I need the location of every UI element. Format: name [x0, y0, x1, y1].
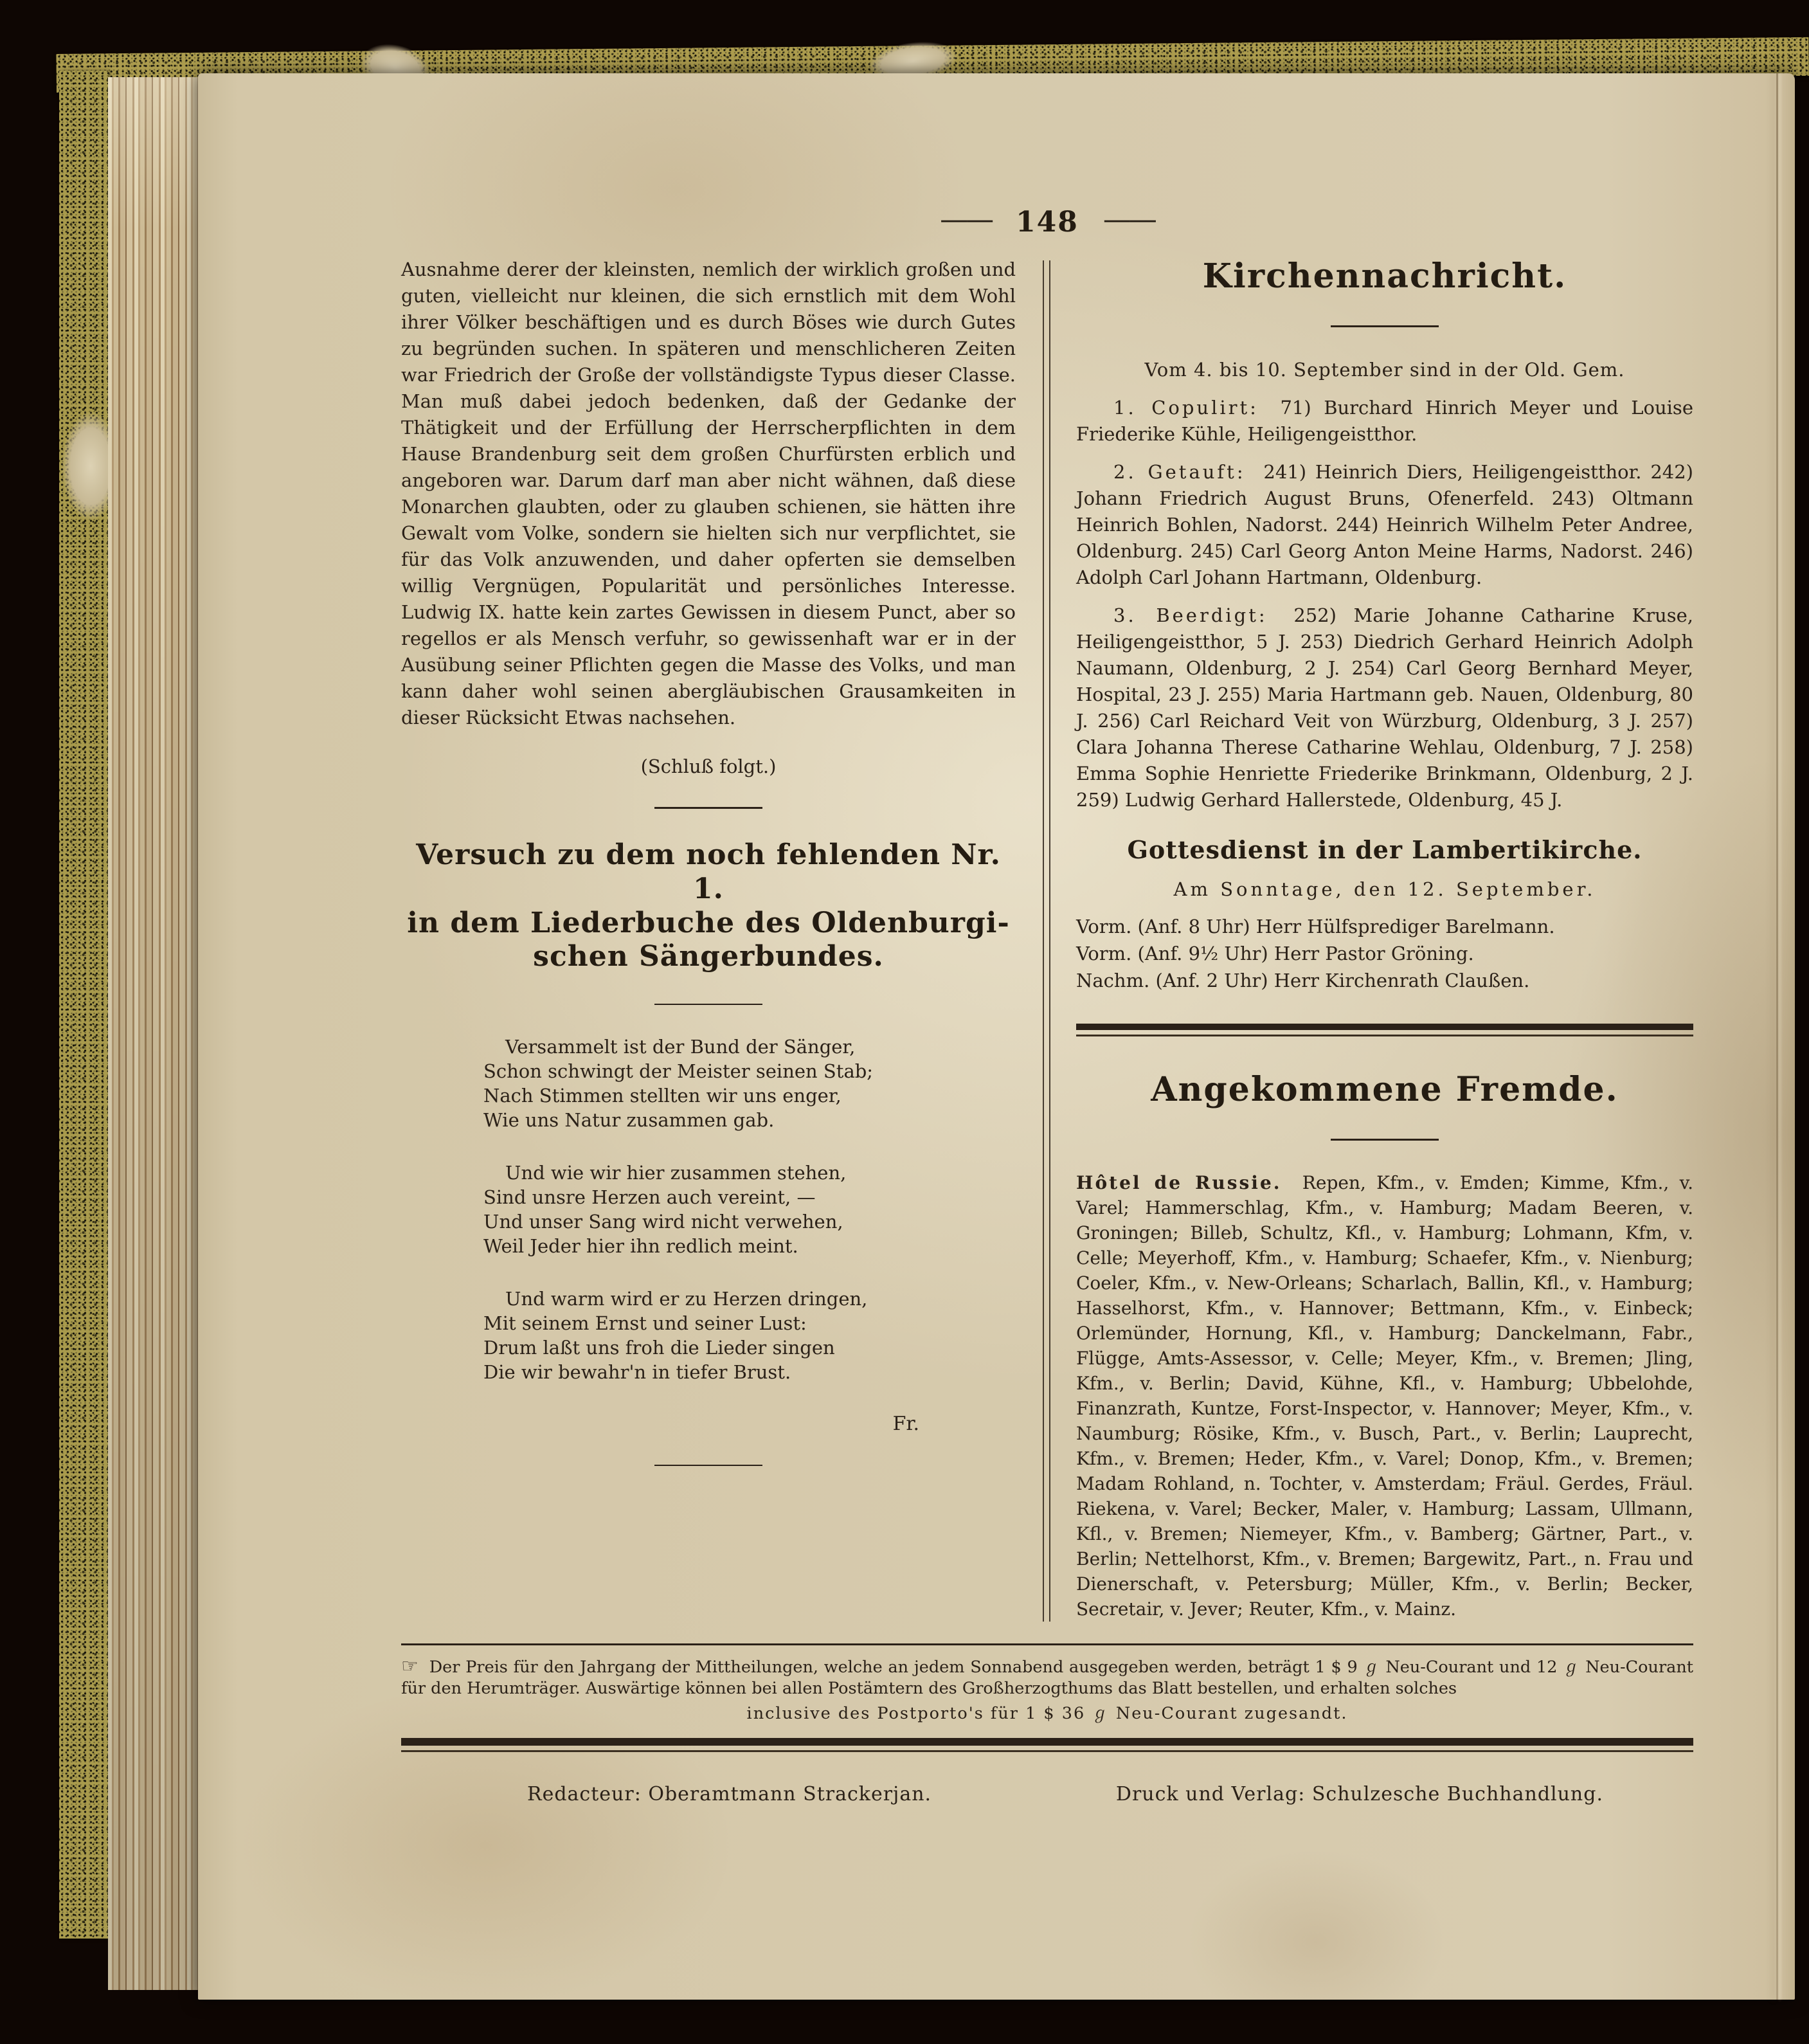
page-header: [401, 203, 1693, 239]
marbled-cover-edge-left: [59, 71, 108, 1939]
service-row: Vorm. (Anf. 9½ Uhr) Herr Pastor Gröning.: [1076, 943, 1474, 964]
redacteur-credit: Redacteur: Oberamtmann Strackerjan.: [527, 1783, 932, 1805]
poem-line: Weil Jeder hier ihn redlich meint.: [483, 1235, 798, 1258]
song-poem: [401, 1035, 1016, 1384]
section-divider-rule: [1331, 1139, 1439, 1141]
page-number: 148: [1016, 206, 1079, 239]
publisher-credit: Druck und Verlag: Schulzesche Buchhandlung.: [1115, 1783, 1603, 1805]
entry-text: 71) Burchard Hinrich Meyer und Louise Friederike Kühle, Heiligengeistthor.: [1076, 397, 1693, 445]
newspaper-page: [198, 73, 1795, 2000]
left-column: [401, 257, 1016, 1622]
poem-line: Nach Stimmen stellten wir uns enger,: [483, 1085, 842, 1107]
entry-label: 2. Getauft:: [1113, 461, 1246, 483]
arrivals-title: Angekommene Fremde.: [1151, 1070, 1619, 1109]
song-article-title: [401, 838, 1016, 974]
poem-line: Schon schwingt der Meister seinen Stab;: [483, 1060, 874, 1083]
poem-stanza-1: [483, 1035, 1016, 1132]
two-column-layout: [401, 257, 1693, 1622]
service-date-line: Am Sonntage, den 12. September.: [1173, 878, 1596, 900]
church-news-intro: Vom 4. bis 10. September sind in der Old. Gem.: [1144, 359, 1625, 381]
footer-thick-thin-rule: [401, 1738, 1693, 1752]
service-row: Nachm. (Anf. 2 Uhr) Herr Kirchenrath Claußen.: [1076, 970, 1530, 991]
service-schedule: [1076, 913, 1693, 994]
poem-line: Drum laßt uns froh die Lieder singen: [483, 1337, 835, 1359]
page-content: [198, 73, 1795, 1805]
song-title-line-2: in dem Liederbuche des Oldenburgi-: [407, 906, 1010, 939]
poem-line: Die wir bewahr'n in tiefer Brust.: [483, 1361, 791, 1384]
subscription-notice-text: Der Preis für den Jahrgang der Mittheilungen, welche an jedem Sonnabend ausgegeben werden, beträgt 1 $ 9 ℊ Neu-Courant und 12 ℊ Neu-Courant für den Herumträger. Auswärtige können bei allen Postämtern des Großherzogthums das Blatt bestellen, und erhalten solches: [401, 1658, 1694, 1698]
column-divider-rule: [1043, 260, 1050, 1622]
poem-line: Versammelt ist der Bund der Sänger,: [505, 1036, 856, 1058]
church-entry-beerdigt: [1076, 602, 1693, 813]
entry-text: 252) Marie Johanne Catharine Kruse, Heiligengeistthor, 5 J. 253) Diedrich Gerhard Heinrich Adolph Naumann, Oldenburg, 2 J. 254) Carl Georg Bernhard Meyer, Hospital, 23 J. 255) Maria Hartmann geb. Nauen, Oldenburg, 80 J. 256) Carl Reichard Veit von Würzburg, Oldenburg, 3 J. 257) Clara Johanna Therese Catharine Wehlau, Oldenburg, 7 J. 258) Emma Sophie Henriette Friederike Brinkmann, Oldenburg, 2 J. 259) Ludwig Gerhard Hallerstede, Oldenburg, 45 J.: [1076, 604, 1693, 811]
song-title-line-3: schen Sängerbundes.: [533, 940, 884, 973]
church-entry-copulirt: [1076, 395, 1693, 448]
service-title: Gottesdienst in der Lambertikirche.: [1127, 835, 1643, 864]
poem-line: Und warm wird er zu Herzen dringen,: [505, 1288, 868, 1310]
hotel-guests-text: Repen, Kfm., v. Emden; Kimme, Kfm., v. Varel; Hammerschlag, Kfm., v. Hamburg; Madam Beeren, v. Groningen; Billeb, Schultz, Kfl., v. Hamburg; Lohmann, Kfm, v. Celle; Meyerhoff, Kfm., v. Hamburg; Schaefer, Kfm., v. Nienburg; Coeler, Kfm., v. New-Orleans; Scharlach, Ballin, Kfl., v. Hamburg; Hasselhorst, Kfm., v. Hannover; Bettmann, Kfm., v. Einbeck; Orlemünder, Hornung, Kfl., v. Hamburg; Danckelmann, Fabr., Flügge, Amts-Assessor, v. Celle; Meyer, Kfm., v. Bremen; Jling, Kfm., v. Berlin; David, Kühne, Kfl., v. Hamburg; Ubbelohde, Finanzrath, Kuntze, Forst-Inspector, v. Hannover; Meyer, Kfm., v. Naumburg; Rösike, Kfm., v. Busch, Part., v. Berlin; Lauprecht, Kfm., v. Bremen; Heder, Kfm., v. Varel; Donop, Kfm., v. Bremen; Madam Rohland, n. Tochter, v. Amsterdam; Fräul. Gerdes, Fräul. Riekena, v. Varel; Becker, Maler, v. Hamburg; Lassam, Ullmann, Kfl., v. Bremen; Niemeyer, Kfm., v. Bamberg; Gärtner, Part., v. Berlin; Nettelhorst, Kfm., v. Bremen; Bargewitz, Part., n. Frau und Dienerschaft, v. Petersburg; Müller, Kfm., v. Berlin; Becker, Secretair, v. Jever; Reuter, Kfm., v. Mainz.: [1076, 1172, 1693, 1620]
poem-stanza-3: [483, 1287, 1016, 1384]
poem-line: Wie uns Natur zusammen gab.: [483, 1109, 775, 1132]
church-entry-getauft: [1076, 459, 1693, 591]
hotel-guest-list: [1076, 1170, 1693, 1622]
poem-line: Und unser Sang wird nicht verwehen,: [483, 1211, 843, 1233]
footer-top-rule: [401, 1643, 1693, 1645]
section-divider-rule: [654, 1004, 762, 1005]
entry-label: 1. Copulirt:: [1113, 397, 1259, 419]
article-continuation-text: Ausnahme derer der kleinsten, nemlich der wirklich großen und guten, vielleicht nur kleinen, die sich ernstlich mit dem Wohl ihrer Völker beschäftigen und es durch Böses wie durch Gutes zu begründen suchen. In späteren und menschlicheren Zeiten war Friedrich der Große der vollständigste Typus dieser Classe. Man muß dabei jedoch bedenken, daß der Gedanke der Thätigkeit und der Erfüllung der Herrscherpflichten in dem Hause Brandenburg seit dem großen Churfürsten erblich und angeboren war. Darum darf man aber nicht wähnen, daß diese Monarchen glaubten, oder zu glauben schienen, sie hätten ihre Gewalt vom Volke, sondern sie hielten sich nur verpflichtet, sie für das Volk anzuwenden, und daher opferten sie demselben willig Vergnügen, Popularität und persönliches Interesse. Ludwig IX. hatte kein zartes Gewissen in diesem Punct, aber so regellos er als Mensch verfuhr, so gewissenhaft war er in der Ausübung seiner Pflichten gegen die Masse des Volks, und man kann daher wohl seinen abergläubischen Grausamkeiten in dieser Rücksicht Etwas nachsehen.: [401, 258, 1016, 728]
header-dash-right: ——: [1102, 203, 1155, 236]
section-divider-rule: [654, 807, 762, 809]
poem-stanza-2: [483, 1161, 1016, 1258]
poem-line: Mit seinem Ernst und seiner Lust:: [483, 1312, 807, 1335]
article-closing-note: (Schluß folgt.): [640, 755, 777, 777]
hotel-name-label: Hôtel de Russie.: [1076, 1172, 1282, 1193]
subscription-notice-last-line: inclusive des Postporto's für 1 $ 36 ℊ Neu-Courant zugesandt.: [746, 1704, 1348, 1723]
church-news-title: Kirchennachricht.: [1202, 257, 1567, 296]
service-row: Vorm. (Anf. 8 Uhr) Herr Hülfsprediger Barelmann.: [1076, 916, 1555, 937]
entry-text: 241) Heinrich Diers, Heiligengeistthor. 242) Johann Friedrich August Bruns, Ofenerfeld. 243) Oltmann Heinrich Bohlen, Nadorst. 244) Heinrich Wilhelm Peter Andree, Oldenburg. 245) Carl Georg Anton Meine Harms, Nadorst. 246) Adolph Carl Johann Hartmann, Oldenburg.: [1076, 461, 1693, 588]
section-divider-rule: [654, 1465, 762, 1466]
poem-line: Sind unsre Herzen auch vereint, —: [483, 1186, 816, 1209]
imprint-row: [401, 1783, 1693, 1805]
subscription-notice: [401, 1656, 1693, 1699]
song-title-line-1: Versuch zu dem noch fehlenden Nr. 1.: [416, 838, 1001, 905]
poem-line: Und wie wir hier zusammen stehen,: [505, 1162, 847, 1184]
header-dash-left: ——: [940, 203, 992, 236]
entry-label: 3. Beerdigt:: [1113, 604, 1268, 626]
right-column: [1076, 257, 1693, 1622]
page-stack-fore-edge: [108, 77, 199, 1990]
page-footer: [401, 1643, 1693, 1805]
poem-signature: Fr.: [892, 1413, 920, 1436]
thick-thin-divider-rule: [1076, 1024, 1693, 1036]
section-divider-rule: [1331, 325, 1439, 327]
pointing-hand-icon: ☞: [401, 1655, 419, 1678]
